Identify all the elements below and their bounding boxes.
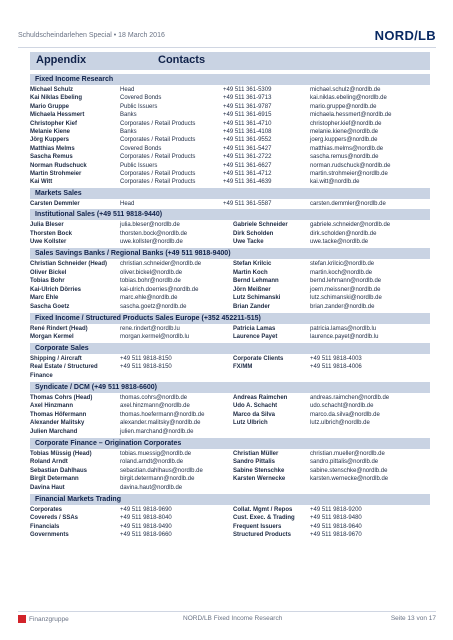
contact-row <box>30 333 430 342</box>
contact-row <box>30 450 430 459</box>
contact-email: mario.gruppe@nordlb.de <box>310 103 377 110</box>
title-bar <box>30 52 430 70</box>
group-financial-markets-trading <box>30 506 430 540</box>
group-fixed-income-europe <box>30 325 430 342</box>
contact-name-2: Marco da Silva <box>233 411 276 418</box>
section-corporate-finance: Corporate Finance – Origination Corporates <box>30 438 430 449</box>
section-fixed-income-research: Fixed Income Research <box>30 74 430 85</box>
contact-name: Davina Haut <box>30 484 65 491</box>
contact-detail-2: uwe.tacke@nordlb.de <box>310 239 369 246</box>
contact-name: Thomas Höfermann <box>30 411 87 418</box>
contact-detail: sascha.goetz@nordlb.de <box>120 304 187 311</box>
section-markets-sales: Markets Sales <box>30 188 430 199</box>
contact-email: matthias.melms@nordlb.de <box>310 145 384 152</box>
contact-name-2: Andreas Raimchen <box>233 394 288 401</box>
contact-row <box>30 294 430 303</box>
contact-detail: christian.schneider@nordlb.de <box>120 261 202 268</box>
contact-name: Carsten Demmler <box>30 200 80 207</box>
contact-row <box>30 230 430 239</box>
contact-detail-2: dirk.scholden@nordlb.de <box>310 230 377 237</box>
contact-row <box>30 475 430 484</box>
page-header <box>18 18 436 46</box>
contact-role: Covered Bonds <box>120 95 162 102</box>
contact-row <box>30 260 430 269</box>
contact-detail: davina.haut@nordlb.de <box>120 484 183 491</box>
group-sales-savings-banks <box>30 260 430 312</box>
contact-detail-2: karsten.wernecke@nordlb.de <box>310 476 389 483</box>
contact-email: martin.strohmeier@nordlb.de <box>310 171 388 178</box>
contact-row <box>30 428 430 437</box>
contact-row <box>30 178 430 186</box>
contact-name: Uwe Kollster <box>30 239 67 246</box>
page-number: Seite 13 von 17 <box>390 615 436 622</box>
contact-detail: sebastian.dahlhaus@nordlb.de <box>120 467 203 474</box>
contact-name: Oliver Bickel <box>30 269 67 276</box>
contact-name: Sebastian Dahlhaus <box>30 467 88 474</box>
contact-email: christopher.kief@nordlb.de <box>310 120 382 127</box>
contact-row <box>30 411 430 420</box>
contact-phone: +49 511 361-6915 <box>223 112 272 119</box>
contact-detail-2 <box>310 428 430 437</box>
contact-row <box>30 162 430 170</box>
section-institutional-sales: Institutional Sales (+49 511 9818-9440) <box>30 209 430 220</box>
contact-name-2: Udo A. Schacht <box>233 403 278 410</box>
contact-name: Julia Bleser <box>30 222 64 229</box>
contact-name: Martin Strohmeier <box>30 171 82 178</box>
doc-date: 18 March 2016 <box>118 32 165 39</box>
contact-detail-2: joern.meissner@nordlb.de <box>310 286 381 293</box>
group-corporate-sales <box>30 355 430 381</box>
contact-name: Kai Niklas Ebeling <box>30 95 83 102</box>
contact-name: Marc Ehle <box>30 295 59 302</box>
contact-detail-2: sandro.pittalis@nordlb.de <box>310 459 379 466</box>
contact-name: Covereds / SSAs <box>30 515 79 522</box>
contact-name-2: FX/MM <box>233 364 253 371</box>
contact-name-2: Structured Products <box>233 532 292 539</box>
contact-name: Thorsten Bock <box>30 230 73 237</box>
contact-phone: +49 511 361-4710 <box>223 120 272 127</box>
contact-row <box>30 363 430 380</box>
contact-phone: +49 511 361-5309 <box>223 87 272 93</box>
contact-row <box>30 103 430 111</box>
section-fixed-income-europe: Fixed Income / Structured Products Sales Europe (+352 452211-515) <box>30 313 430 324</box>
contact-name: Jörg Kuppers <box>30 137 70 144</box>
contact-name-2: Uwe Tacke <box>233 239 264 246</box>
contact-email: kai.niklas.ebeling@nordlb.de <box>310 95 387 102</box>
contact-role: Public Issuers <box>120 103 158 110</box>
contact-row <box>30 221 430 230</box>
contact-detail: julien.marchand@nordlb.de <box>120 428 194 435</box>
contact-detail: +49 511 9818-9490 <box>120 523 172 530</box>
contact-name: Sascha Goetz <box>30 304 70 311</box>
contact-row <box>30 170 430 178</box>
footer-brand-text: Finanzgruppe <box>29 615 69 623</box>
contact-name-2: Christian Müller <box>233 450 279 457</box>
contact-name: Kai Witt <box>30 179 53 186</box>
contact-email: kai.witt@nordlb.de <box>310 179 360 186</box>
contact-role: Corporates / Retail Products <box>120 179 196 186</box>
section-sales-savings-banks: Sales Savings Banks / Regional Banks (+49 511 9818-9400) <box>30 248 430 259</box>
contact-detail-2: +49 511 9818-9670 <box>310 532 362 539</box>
contact-row <box>30 153 430 161</box>
contact-detail-2: +49 511 9818-4003 <box>310 355 362 362</box>
contact-name: Roland Arndt <box>30 459 68 466</box>
contact-detail-2: lutz.ulbrich@nordlb.de <box>310 420 370 427</box>
contact-name-2: Cust. Exec. & Trading <box>233 515 295 522</box>
contact-detail-2: +49 511 9818-4006 <box>310 364 362 371</box>
contact-row <box>30 303 430 312</box>
contact-name: Michael Schulz <box>30 87 74 93</box>
section-financial-markets-trading: Financial Markets Trading <box>30 494 430 505</box>
contact-detail: thorsten.bock@nordlb.de <box>120 230 188 237</box>
section-title: Appendix <box>36 54 87 66</box>
contact-name: Christian Schneider (Head) <box>30 261 108 268</box>
footer-brand <box>18 615 69 623</box>
contact-detail: uwe.kollster@nordlb.de <box>120 239 183 246</box>
contact-phone: +49 511 361-9713 <box>223 95 272 102</box>
contact-role: Public Issuers <box>120 162 158 169</box>
contact-role: Corporates / Retail Products <box>120 154 196 161</box>
contact-name: Governments <box>30 532 69 539</box>
contact-name-2 <box>233 484 310 493</box>
header-bullet: • <box>113 32 117 39</box>
contact-role: Banks <box>120 112 137 119</box>
contact-row <box>30 394 430 403</box>
contact-detail-2: martin.koch@nordlb.de <box>310 269 373 276</box>
contact-detail: thomas.cohrs@nordlb.de <box>120 394 188 401</box>
contact-row <box>30 325 430 334</box>
contact-detail: thomas.hoefermann@nordlb.de <box>120 411 205 418</box>
contact-email: sascha.remus@nordlb.de <box>310 154 379 161</box>
contact-phone: +49 511 361-2722 <box>223 154 272 161</box>
contact-detail: +49 511 9818-9690 <box>120 506 172 513</box>
contact-detail: tobias.bohr@nordlb.de <box>120 278 181 285</box>
contact-row <box>30 467 430 476</box>
contact-name: Real Estate / Structured Finance <box>30 364 98 379</box>
contact-phone: +49 511 361-6627 <box>223 162 272 169</box>
contact-row <box>30 145 430 153</box>
contact-name: Norman Rudschuck <box>30 162 87 169</box>
contact-row <box>30 514 430 523</box>
contact-detail-2: lutz.schimanski@nordlb.de <box>310 295 382 302</box>
contact-name-2: Sandro Pittalis <box>233 459 276 466</box>
contact-name: Thomas Cohrs (Head) <box>30 394 93 401</box>
contact-detail: alexander.malitsky@nordlb.de <box>120 420 201 427</box>
contact-detail: marc.ehle@nordlb.de <box>120 295 178 302</box>
group-fixed-income-research <box>30 86 430 187</box>
contact-name: Shipping / Aircraft <box>30 355 82 362</box>
contact-detail-2: brian.zander@nordlb.de <box>310 304 375 311</box>
contact-detail-2: sabine.stenschke@nordlb.de <box>310 467 388 474</box>
contact-row <box>30 277 430 286</box>
contact-name-2: Frequent Issuers <box>233 523 282 530</box>
contact-detail: tobias.muessig@nordlb.de <box>120 450 192 457</box>
contact-detail-2 <box>310 484 430 493</box>
contact-name: Morgan Kermel <box>30 334 74 341</box>
contact-row <box>30 238 430 247</box>
contact-row <box>30 120 430 128</box>
contact-name-2: Jörn Meißner <box>233 286 271 293</box>
contact-phone: +49 511 361-9552 <box>223 137 272 144</box>
contact-detail: roland.arndt@nordlb.de <box>120 459 184 466</box>
contact-name: Kai-Ulrich Dörries <box>30 286 82 293</box>
contact-detail: axel.hinzmann@nordlb.de <box>120 403 190 410</box>
contact-detail-2: +49 511 9818-9640 <box>310 523 362 530</box>
contact-name-2: Karsten Wernecke <box>233 476 286 483</box>
contact-row <box>30 136 430 144</box>
contact-email: norman.rudschuck@nordlb.de <box>310 162 391 169</box>
contact-role: Covered Bonds <box>120 145 162 152</box>
contact-name-2: Laurence Payet <box>233 334 278 341</box>
contact-email: michaela.hessmert@nordlb.de <box>310 112 392 119</box>
page-footer <box>18 613 436 627</box>
contact-row <box>30 458 430 467</box>
header-divider <box>18 47 436 48</box>
contact-name-2: Bernd Lehmann <box>233 278 279 285</box>
group-markets-sales <box>30 200 430 208</box>
contact-phone: +49 511 361-4712 <box>223 171 272 178</box>
contact-row <box>30 200 430 208</box>
contact-detail-2: laurence.payet@nordlb.lu <box>310 334 379 341</box>
footer-center: NORD/LB Fixed Income Research <box>183 615 283 622</box>
contact-row <box>30 484 430 493</box>
contact-detail-2: christian.mueller@nordlb.de <box>310 450 385 457</box>
contact-name-2: Martin Koch <box>233 269 268 276</box>
contact-name: Tobias Bohr <box>30 278 65 285</box>
contact-role: Head <box>120 87 135 93</box>
section-syndicate-dcm: Syndicate / DCM (+49 511 9818-6600) <box>30 382 430 393</box>
contact-name: Alexander Malitsky <box>30 420 85 427</box>
contact-name: Michaela Hessmert <box>30 112 85 119</box>
contact-row <box>30 506 430 515</box>
contacts-content <box>30 73 430 540</box>
contact-name: Christopher Kief <box>30 120 78 127</box>
contact-detail-2: andreas.raimchen@nordlb.de <box>310 394 390 401</box>
footer-divider <box>18 611 436 612</box>
contact-name-2: Collat. Mgmt / Repos <box>233 506 293 513</box>
contact-role: Head <box>120 200 135 207</box>
contact-name-2: Dirk Scholden <box>233 230 274 237</box>
contact-detail: +49 511 9818-8150 <box>120 364 172 371</box>
section-corporate-sales: Corporate Sales <box>30 343 430 354</box>
contact-row <box>30 286 430 295</box>
contact-name-2 <box>233 428 310 437</box>
contact-detail-2: marco.da.silva@nordlb.de <box>310 411 380 418</box>
contact-detail: julia.bleser@nordlb.de <box>120 222 180 229</box>
contact-phone: +49 511 361-5427 <box>223 145 272 152</box>
contact-detail: +49 511 9818-9660 <box>120 532 172 539</box>
contact-name-2: Brian Zander <box>233 304 271 311</box>
contact-detail-2: patricia.lamas@nordlb.lu <box>310 325 377 332</box>
contact-detail: +49 511 9818-8150 <box>120 355 172 362</box>
contact-row <box>30 86 430 94</box>
contact-detail-2: +49 511 9818-9200 <box>310 506 362 513</box>
group-syndicate-dcm <box>30 394 430 437</box>
contact-row <box>30 94 430 102</box>
group-corporate-finance <box>30 450 430 493</box>
contact-detail-2: udo.schacht@nordlb.de <box>310 403 374 410</box>
contact-name-2: Stefan Krilcic <box>233 261 272 268</box>
contact-role: Corporates / Retail Products <box>120 120 196 127</box>
page-title: Contacts <box>158 54 206 66</box>
contact-detail: morgan.kermel@nordlb.lu <box>120 334 190 341</box>
contact-name-2: Lutz Ulbrich <box>233 420 268 427</box>
contact-detail-2: stefan.krilcic@nordlb.de <box>310 261 375 268</box>
contact-name-2: Lutz Schimanski <box>233 295 281 302</box>
contact-name: Melanie Kiene <box>30 129 71 136</box>
contact-role: Corporates / Retail Products <box>120 171 196 178</box>
contact-detail: +49 511 9818-8040 <box>120 515 172 522</box>
contact-detail: oliver.bickel@nordlb.de <box>120 269 183 276</box>
group-institutional-sales <box>30 221 430 247</box>
contact-name: Axel Hinzmann <box>30 403 74 410</box>
contact-name: Mario Gruppe <box>30 103 70 110</box>
contact-detail-2: gabriele.schneider@nordlb.de <box>310 222 391 229</box>
header-doc-info <box>18 32 165 39</box>
contact-row <box>30 128 430 136</box>
contact-detail-2: +49 511 9818-9480 <box>310 515 362 522</box>
contact-email: carsten.demmler@nordlb.de <box>310 200 386 207</box>
contact-name-2: Sabine Stenschke <box>233 467 285 474</box>
contact-phone: +49 511 361-5587 <box>223 200 272 207</box>
contact-name: Financials <box>30 523 60 530</box>
contact-name-2: Gabriele Schneider <box>233 222 288 229</box>
contact-name: Birgit Determann <box>30 476 79 483</box>
contact-row <box>30 269 430 278</box>
contact-phone: +49 511 361-4639 <box>223 179 272 186</box>
contact-detail: kai-ulrich.doerries@nordlb.de <box>120 286 199 293</box>
contact-row <box>30 111 430 119</box>
contact-role: Corporates / Retail Products <box>120 137 196 144</box>
contact-name: Julien Marchand <box>30 428 78 435</box>
contact-name: Corporates <box>30 506 63 513</box>
contact-role: Banks <box>120 129 137 136</box>
contact-name-2: Corporate Clients <box>233 355 284 362</box>
nordlb-logo: NORD/LB <box>374 28 436 43</box>
contact-name-2: Patricia Lamas <box>233 325 276 332</box>
doc-title: Schuldscheindarlehen Special <box>18 32 112 39</box>
contact-name: Tobias Müssig (Head) <box>30 450 92 457</box>
contact-name: René Rindert (Head) <box>30 325 88 332</box>
contact-detail: birgit.determann@nordlb.de <box>120 476 195 483</box>
contact-email: michael.schulz@nordlb.de <box>310 87 381 93</box>
contact-email: melanie.kiene@nordlb.de <box>310 129 379 136</box>
contact-phone: +49 511 361-9787 <box>223 103 272 110</box>
contact-row <box>30 419 430 428</box>
sparkasse-icon <box>18 615 26 623</box>
contact-row <box>30 523 430 532</box>
contact-name: Matthias Melms <box>30 145 75 152</box>
contact-row <box>30 402 430 411</box>
contact-name: Sascha Remus <box>30 154 73 161</box>
contact-phone: +49 511 361-4108 <box>223 129 272 136</box>
contact-detail: rene.rindert@nordlb.lu <box>120 325 180 332</box>
contact-row <box>30 355 430 364</box>
contact-email: joerg.kuppers@nordlb.de <box>310 137 378 144</box>
contact-detail-2: bernd.lehmann@nordlb.de <box>310 278 382 285</box>
contact-row <box>30 531 430 540</box>
